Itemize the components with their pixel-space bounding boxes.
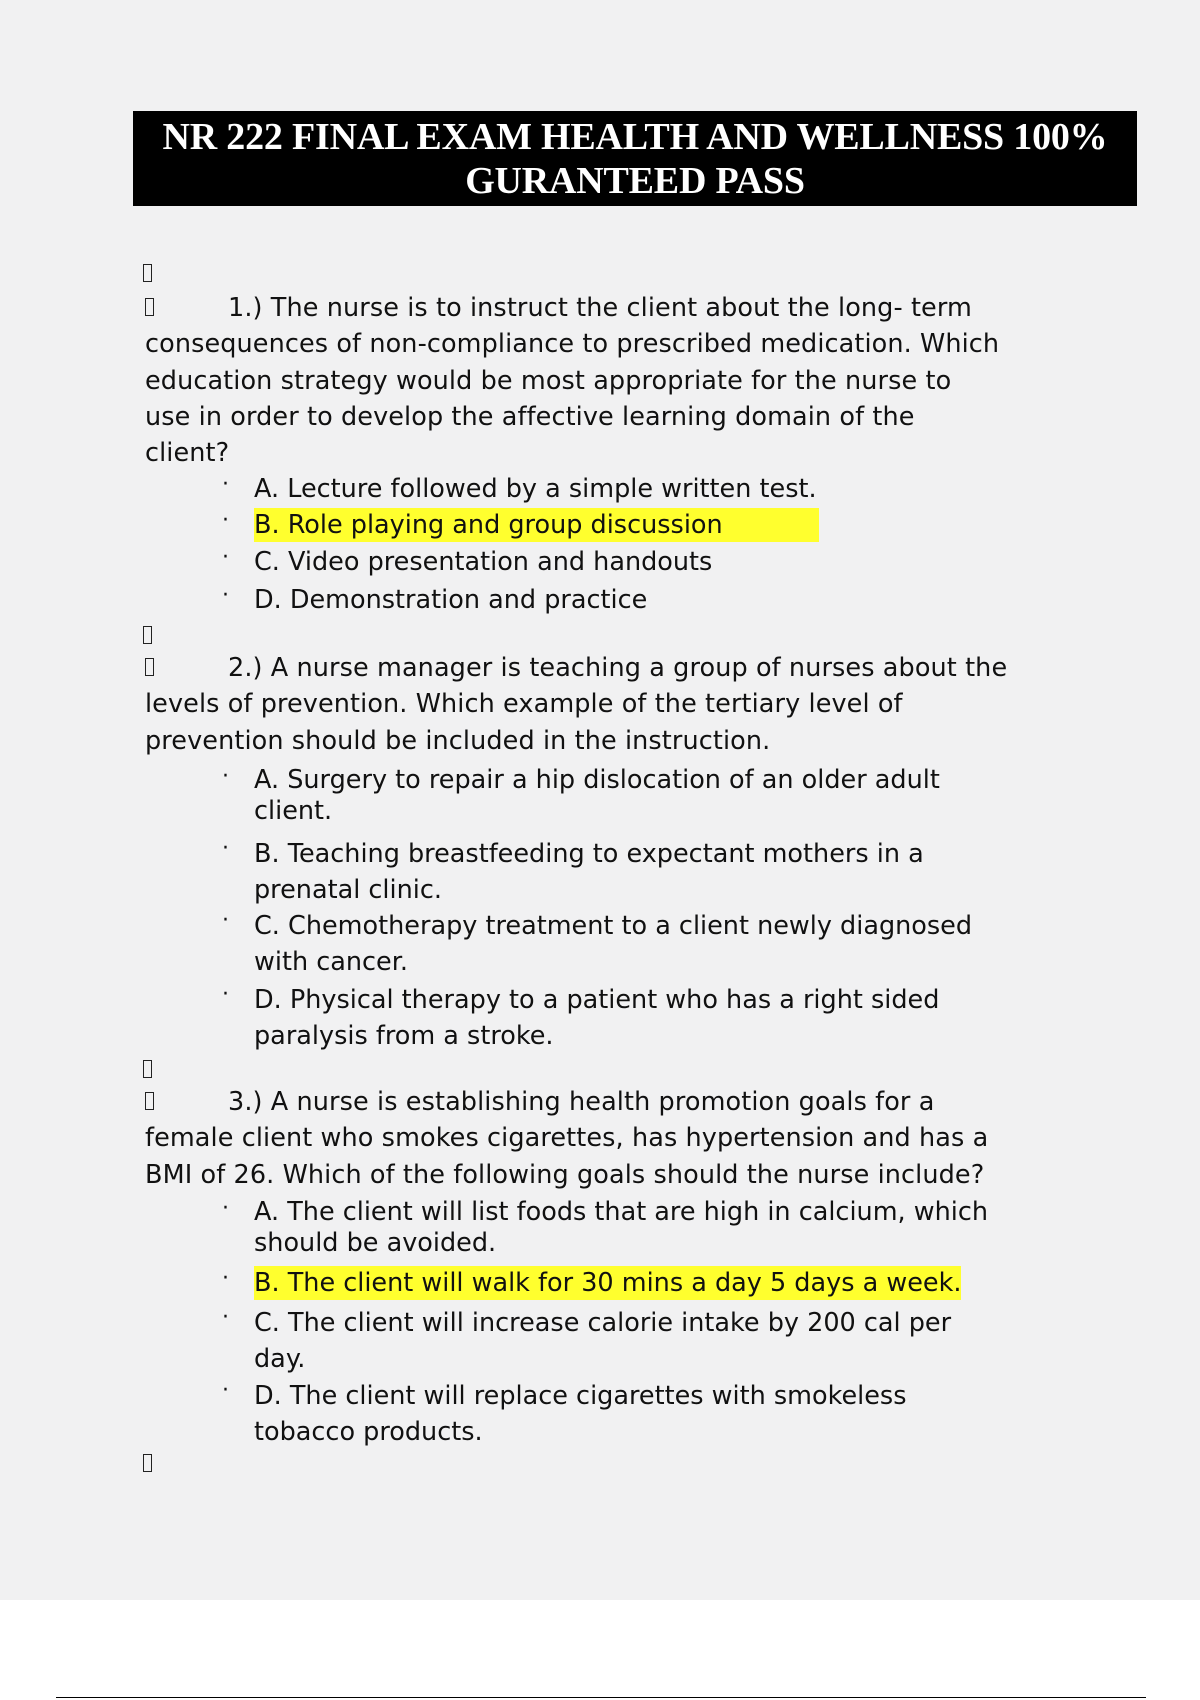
option-d: · D. The client will replace cigarettes with smokeless tobacco products.	[222, 1378, 907, 1447]
option-a: · A. The client will list foods that are high in calcium, which should be avoided.	[222, 1196, 989, 1258]
bullet-dot-icon: ·	[222, 472, 229, 497]
question-1-stem	[145, 290, 1095, 471]
question-3-options	[222, 1196, 1102, 1450]
question-1-options	[222, 472, 1102, 619]
question-text-line: 3.) A nurse is establishing health promotion goals for a	[228, 1087, 935, 1117]
option-a: · A. Surgery to repair a hip dislocation of an older adult client.	[222, 764, 940, 826]
question-2-options	[222, 764, 1102, 1054]
question-text-line: consequences of non-compliance to prescribed medication. Which	[145, 329, 1000, 360]
bullet-dot-icon: ·	[222, 545, 229, 570]
missing-glyph-box-icon	[145, 298, 154, 316]
document-title	[133, 111, 1137, 206]
question-text-line: client?	[145, 438, 230, 469]
question-text-line: use in order to develop the affective learning domain of the	[145, 401, 915, 432]
option-a: · A. Lecture followed by a simple written test.	[222, 472, 817, 504]
bullet-dot-icon: ·	[222, 508, 229, 533]
question-3-stem	[145, 1084, 1095, 1193]
missing-glyph-box-icon	[143, 262, 152, 286]
question-text-line: prevention should be included in the instruction.	[145, 725, 771, 756]
option-c: · C. The client will increase calorie intake by 200 cal per day.	[222, 1305, 952, 1374]
question-text-line: female client who smokes cigarettes, has hypertension and has a	[145, 1123, 989, 1154]
option-b-highlighted: · B. Role playing and group discussion	[222, 508, 1102, 545]
option-b: · B. Teaching breastfeeding to expectant mothers in a prenatal clinic.	[222, 836, 924, 905]
bullet-dot-icon: ·	[222, 1196, 229, 1221]
bullet-dot-icon: ·	[222, 1305, 229, 1330]
option-d: · D. Physical therapy to a patient who has a right sided paralysis from a stroke.	[222, 982, 940, 1051]
question-text-line: levels of prevention. Which example of the tertiary level of	[145, 689, 903, 720]
bullet-dot-icon: ·	[222, 982, 229, 1007]
option-c: · C. Video presentation and handouts	[222, 545, 713, 577]
option-c: · C. Chemotherapy treatment to a client newly diagnosed with cancer.	[222, 908, 973, 977]
missing-glyph-box-icon	[145, 1092, 154, 1110]
question-text-line: BMI of 26. Which of the following goals should the nurse include?	[145, 1159, 985, 1190]
option-b-highlighted: · B. The client will walk for 30 mins a day 5 days a week.	[222, 1266, 962, 1298]
title-line-2: GURANTEED PASS	[465, 159, 805, 202]
missing-glyph-box-icon	[143, 624, 152, 648]
question-text-line: education strategy would be most appropriate for the nurse to	[145, 365, 952, 396]
missing-glyph-box-icon	[143, 1058, 152, 1082]
bullet-dot-icon: ·	[222, 1266, 229, 1291]
bullet-dot-icon: ·	[222, 836, 229, 861]
bullet-dot-icon: ·	[222, 908, 229, 933]
missing-glyph-box-icon	[143, 1452, 152, 1476]
missing-glyph-box-icon	[145, 658, 154, 676]
question-text-line: 1.) The nurse is to instruct the client about the long- term	[228, 293, 972, 323]
bullet-dot-icon: ·	[222, 583, 229, 608]
question-2-stem	[145, 650, 1095, 759]
footer-divider	[56, 1697, 1146, 1698]
question-text-line: 2.) A nurse manager is teaching a group of nurses about the	[228, 653, 1008, 683]
option-d: · D. Demonstration and practice	[222, 583, 648, 615]
bullet-dot-icon: ·	[222, 1378, 229, 1403]
title-line-1: NR 222 FINAL EXAM HEALTH AND WELLNESS 100%	[162, 115, 1108, 158]
bullet-dot-icon: ·	[222, 764, 229, 789]
